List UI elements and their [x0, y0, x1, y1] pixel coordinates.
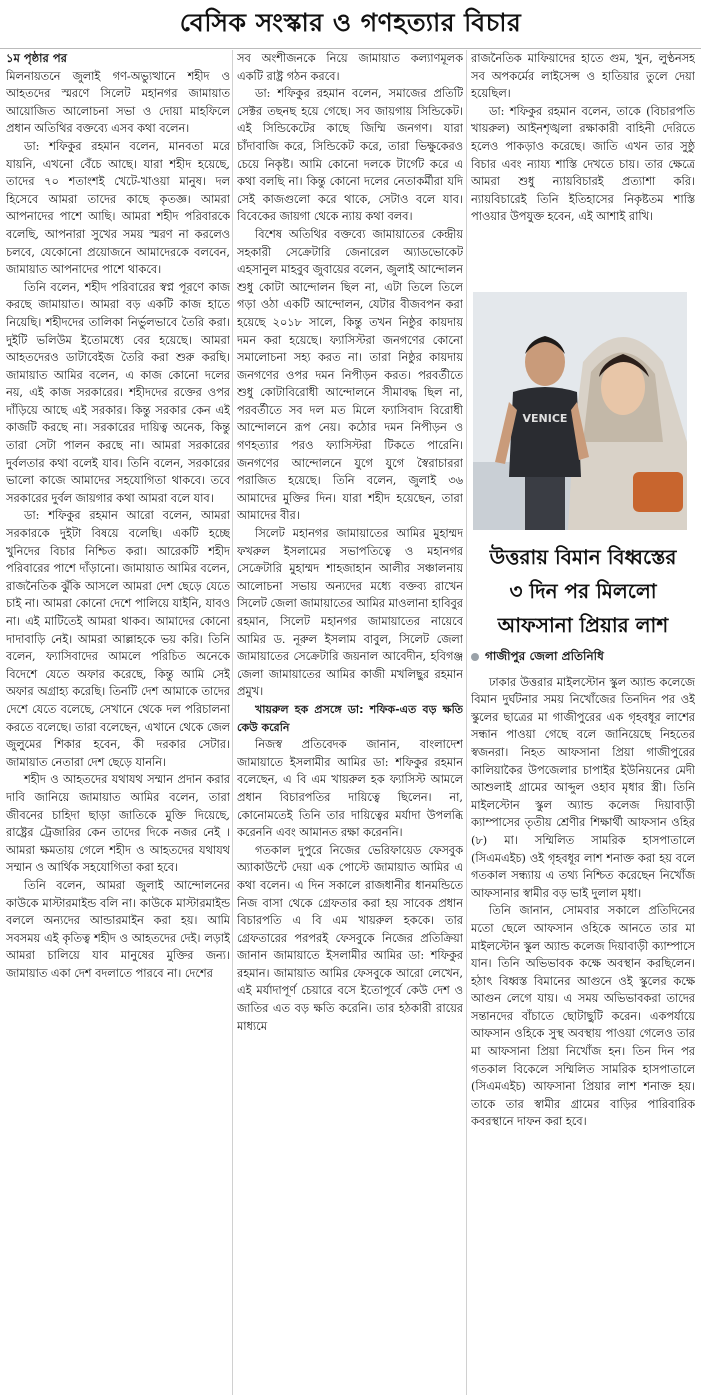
byline	[471, 648, 695, 666]
story-headline-line: ৩ দিন পর মিললো	[509, 579, 657, 603]
story-headline	[471, 540, 695, 642]
shirt-text: VENICE	[522, 412, 568, 425]
paragraph: ডা: শফিকুর রহমান বলেন, সমাজের প্রতিটি সেক্টর তছনছ হয়ে গেছে। সব জায়গায় সিন্ডিকেট। এই সিন্ডিকেটের কাছে জিম্মি জনগণ। যারা চাঁদাবাজি করে, সিন্ডিকেট করে, তারা ভিক্ষুকেরও চেয়ে নিকৃষ্ট। আমি কোনো দলকে টার্গেট করে এ কথা বলছি না। কিন্তু কোনো দলের নেতাকর্মীরা যদি সেই কাজগুলো করে থাকে, সেটাও বলে যাব। বিবেকের জায়গা থেকে ন্যায় কথা বলব।	[237, 87, 463, 224]
paragraph: বিশেষ অতিথির বক্তব্যে জামায়াতের কেন্দ্রীয় সহকারী সেক্রেটারি জেনারেল অ্যাডভোকেট এহসানুল মাহবুব জুবায়ের বলেন, জুলাই আন্দোলন শুধু কোটা আন্দোলন ছিল না, এটা তিলে তিলে গড়া ওঠা একটি আন্দোলন, যেটার বীজবপন করা হয়েছে ২০১৮ সালে, কিন্তু তখন নিষ্ঠুর কায়দায় দমন করা হয়েছে। ফ্যাসিস্টরা জনগণের কোনো সমালোচনা সহ্য করত না। তারা নিষ্ঠুর কায়দায় জনগণের ওপর দমন নিপীড়ন করত। পরবর্তীতে শুধু কোটাবিরোধী আন্দোলনে সীমাবদ্ধ ছিল না, পরবর্তীতে সব দল মত মিলে ফ্যাসিবাদ বিরোধী আন্দোলনে রূপ নেয়। কঠোর দমন নিপীড়ন ও গণহত্যার পরও ফ্যাসিস্টরা টিকতে পারেনি। জনগণের আন্দোলনে যুগে যুগে স্বৈরাচাররা পরাজিত হয়েছে। তিনি বলেন, জুলাই ৩৬ আমাদের মুক্তির দিন। যারা শহীদ হয়েছেন, তারা আমাদের বীর।	[237, 227, 463, 523]
paragraph: মিলনায়তনে জুলাই গণ-অভ্যুত্থানে শহীদ ও আহতদের স্মরণে সিলেট মহানগর জামায়াত আয়োজিত আলোচনা সভা ও দোয়া মাহফিলে প্রধান অতিথির বক্তব্যে এসব কথা বলেন।	[6, 69, 230, 136]
column-divider	[232, 50, 233, 1395]
continuation-label: ১ম পৃষ্ঠার পর	[6, 51, 67, 65]
photo-illustration	[473, 292, 687, 530]
paragraph: ডা: শফিকুর রহমান বলেন, মানবতা মরে যায়নি, এখনো বেঁচে আছে। যারা শহীদ হয়েছে, তাদের ৭০ শতাংশই খেটে-খাওয়া মানুষ। দল হিসেবে আমরা তাদের কাছে কৃতজ্ঞ। আমরা আপনাদের পাশে আছি। আমরা শহীদ পরিবারকে বলেছি, আপনারা সুখের সময় স্মরণ না করলেও চলবে, যেকোনো প্রয়োজনে আমাদেরকে বলবেন, জামায়াত আপনাদের পাশে থাকবে।	[6, 139, 230, 277]
paragraph: সব অংশীজনকে নিয়ে জামায়াত কল্যাণমূলক একটি রাষ্ট্র গঠন করবে।	[237, 52, 463, 83]
paragraph: রাজনৈতিক মাফিয়াদের হাতে গুম, খুন, লুণ্ঠনসহ সব অপকর্মের লাইসেন্স ও হাতিয়ার তুলে দেয়া হয়েছিল।	[471, 52, 695, 101]
paragraph: নিজস্ব প্রতিবেদক জানান, বাংলাদেশ জামায়াতে ইসলামীর আমির ডা: শফিকুর রহমান বলেছেন, এ বি এম খায়রুল হক ফ্যাসিস্ট আমলে প্রধান বিচারপতির দায়িত্বে ছিলেন। না, কোনোমতেই তিনি তার দায়িত্বের মর্যাদা উপলব্ধি করেননি এবং আমানত রক্ষা করেননি।	[237, 738, 463, 840]
story-headline-line: উত্তরায় বিমান বিধ্বস্তের	[489, 545, 677, 569]
paragraph: তিনি বলেন, শহীদ পরিবারের স্বপ্ন পূরণে কাজ করছে জামায়াত। আমরা বড় একটি কাজ হাতে নিয়েছি। শহীদদের তালিকা নির্ভুলভাবে তৈরি করা। দুইটি ভলিউম ইতোমধ্যে বের হয়েছে। আমরা আহতদেরও ডাটাবেইজ তৈরি করা শুরু করছি। জামায়াত আমির বলেন, এ কাজ কোনো দলের নয়, এই কাজ সরকারের। শহীদদের রক্তের ওপর দাঁড়িয়ে আছে এই সরকার। কিন্তু সরকার কেন এই কাজটি করছে না। সরকারের দায়িত্ব অনেক, কিন্তু তারা সেটা পালন করছে না। আমরা সরকারের দুর্বলতার কথা বলেই যাব। তিনি বলেন, সরকারের ভালো কাজে আমাদের সহযোগিতা থাকবে। তবে সরকারের দুর্বল জায়গার কথা আমরা বলে যাব।	[6, 280, 230, 505]
paragraph: সিলেট মহানগর জামায়াতের আমির মুহাম্মদ ফখরুল ইসলামের সভাপতিত্বে ও মহানগর সেক্রেটারি মুহাম্মদ শাহজাহান আলীর সঞ্চালনায় আলোচনা সভায় অন্যদের মধ্যে বক্তব্য রাখেন সিলেট জেলা জামায়াতের আমির মাওলানা হাবিবুর রহমান, সিলেট মহানগর জামায়াতের নায়েবে আমির ড. নূরুল ইসলাম বাবুল, সিলেট জেলা জামায়াতের সেক্রেটারি জয়নাল আবেদীন, হবিগঞ্জ জেলা জামায়াতের আমির কাজী মখলিছুর রহমান প্রমুখ।	[237, 527, 463, 699]
bullet-icon	[471, 653, 479, 661]
paragraph: শহীদ ও আহতদের যথাযথ সম্মান প্রদান করার দাবি জানিয়ে জামায়াত আমির বলেন, তারা জীবনের চাহিদা ছাড়া জাতিকে মুক্তি দিয়েছে, রাষ্ট্রের ট্রেজারির কেন তাদের দিকে নজর নেই । আমরা ক্ষমতায় গেলে শহীদ ও আহতদের যথাযথ সম্মান ও আর্থিক সহযোগিতা করা হবে।	[6, 773, 230, 875]
headline-bar	[0, 0, 701, 49]
page-headline: বেসিক সংস্কার ও গণহত্যার বিচার	[179, 7, 522, 37]
article-column-1	[6, 50, 230, 1395]
paragraph: গতকাল দুপুরে নিজের ভেরিফায়েড ফেসবুক অ্যাকাউন্টে দেয়া এক পোস্টে জামায়াত আমির এ কথা বলেন। এ দিন সকালে রাজধানীর ধানমন্ডিতে নিজ বাসা থেকে গ্রেফতার করা হয় সাবেক প্রধান বিচারপতি এ বি এম খায়রুল হককে। তার গ্রেফতারের পরপরই ফেসবুকে নিজের প্রতিক্রিয়া জানান জামায়াতে ইসলামীর আমির ডা: শফিকুর রহমান। জামায়াত আমির ফেসবুকে আরো লেখেন, এই মর্যাদাপূর্ণ চেয়ারে বসে ইতোপূর্বে কেউ দেশ ও জাতির এত বড় ক্ষতি করেনি। তার হঠকারী রায়ের মাধ্যমে	[237, 843, 463, 1033]
news-photo	[473, 292, 687, 530]
story-headline-line: আফসানা প্রিয়ার লাশ	[497, 613, 669, 637]
paragraph: ডা: শফিকুর রহমান বলেন, তাকে (বিচারপতি খায়রুল) আইনশৃঙ্খলা রক্ষাকারী বাহিনী দেরিতে হলেও পাকড়াও করেছে। জাতি এখন তার সুষ্ঠু বিচার এবং ন্যায্য শাস্তি দেখতে চায়। তার ক্ষেত্রে আমরা শুধু ন্যায়বিচারই প্রত্যাশা করি। ন্যায়বিচারেই তিনি ইতিহাসের নিকৃষ্টতম শাস্তি পাওয়ার উপযুক্ত হবেন, এই আশাই রাখি।	[471, 104, 695, 224]
paragraph: তিনি জানান, সোমবার সকালে প্রতিদিনের মতো ছেলে আফসান ওহিকে আনতে তার মা মাইলস্টোন স্কুল অ্যান্ড কলেজ দিয়াবাড়ী ক্যাম্পাসে যান। তিনি অভিভাবক কক্ষে অবস্থান করছিলেন। হঠাৎ বিধ্বস্ত বিমানের আগুনে ওই স্কুলের কক্ষে আগুন লেগে যায়। এ সময় অভিভাবকরা তাদের সন্তানদের বাঁচাতে ছোটাছুটি করেন। একপর্যায়ে আফসান ওহিকে সুস্থ অবস্থায় পাওয়া গেলেও তার মা আফসানা প্রিয়া নিখোঁজ হন। তিন দিন পর গতকাল বিকেলে সম্মিলিত সামরিক হাসপাতালে (সিএমএইচ) আফসানা প্রিয়ার লাশ শনাক্ত হয়। তাকে তার স্বামীর গ্রামের বাড়ির পারিবারিক কবরস্থানে দাফন করা হবে।	[471, 904, 695, 1129]
byline-text: গাজীপুর জেলা প্রতিনিধি	[485, 649, 604, 663]
article-column-3	[471, 50, 695, 1395]
subheading: খায়রুল হক প্রসঙ্গে ডা: শফিক-এত বড় ক্ষতি কেউ করেনি	[237, 702, 463, 734]
column-divider	[466, 50, 467, 1395]
paragraph: তিনি বলেন, আমরা জুলাই আন্দোলনের কাউকে মাস্টারমাইন্ড বলি না। কাউকে মাস্টারমাইন্ড বললে অন্যদের আন্ডারমাইন করা হয়। আমি সবসময় এই কৃতিত্ব শহীদ ও আহতদের দেই। লড়াই আমরা চালিয়ে যাব মানুষের মুক্তির জন্য। জামায়াত একা দেশ বদলাতে পারবে না। দেশের	[6, 878, 230, 980]
paragraph: ঢাকার উত্তরার মাইলস্টোন স্কুল অ্যান্ড কলেজে বিমান দুর্ঘটনার সময় নিখোঁজের তিনদিন পর ওই স্কুলের ছাত্রের মা গাজীপুরের এক গৃহবধূর লাশের সন্ধান পাওয়া গেছে বলে জানিয়েছে নিহতের স্বজনরা। নিহত আফসানা প্রিয়া গাজীপুরের কালিয়াকৈর উপজেলার চাপাইর ইউনিয়নের মেদী আশুলাই গ্রামের আব্দুল ওহাব মৃধার স্ত্রী। তিনি মাইলস্টোন স্কুল অ্যান্ড কলেজ দিয়াবাড়ী ক্যাম্পাসের তৃতীয় শ্রেণীর শিক্ষার্থী আফসান ওহির (৮) মা। সম্মিলিত সামরিক হাসপাতালে (সিএমএইচ) ওই গৃহবধূর লাশ শনাক্ত করা হয় বলে গতকাল সন্ধ্যায় এ তথ্য নিশ্চিত করেছেন নিখোঁজ আফসানার স্বামীর বড় ভাই দুলাল মৃধা।	[471, 675, 695, 900]
article-continuation	[471, 50, 695, 284]
paragraph: ডা: শফিকুর রহমান আরো বলেন, আমরা সরকারকে দুইটা বিষয়ে বলেছি। একটি হচ্ছে খুনিদের বিচার নিশ্চিত করা। আরেকটি শহীদ পরিবারের পাশে দাঁড়ানো। জামায়াত আমির বলেন, রাজনৈতিক ঝুঁকি আসলে আমরা দেশ ছেড়ে যেতে চাই না। আমরা কোনো দেশে পালিয়ে যাইনি, যাবও না। এই মাটিতেই আমরা থাকব। আমাদের কোনো দাদাবাড়ি নেই। আমরা আল্লাহকে ভয় করি। তিনি বলেন, ফ্যাসিবাদের আমলে পরিচিত অনেকে বিদেশে যেতে অফার করেছে, কিন্তু আমি সেই অফার অগ্রাহ্য করেছি। তিনটি দেশ আমাকে তাদের দেশে যেতে বলেছে, সেখানে থেকে দল পরিচালনা করতে বলেছে। তারা বলেছেন, এখানে থেকে জেল জুলুমের শিকার হবেন, কী দরকার সেটার। জামায়াত নেতারা দেশ ছেড়ে যাননি।	[6, 509, 230, 769]
article-column-2	[237, 50, 463, 1395]
